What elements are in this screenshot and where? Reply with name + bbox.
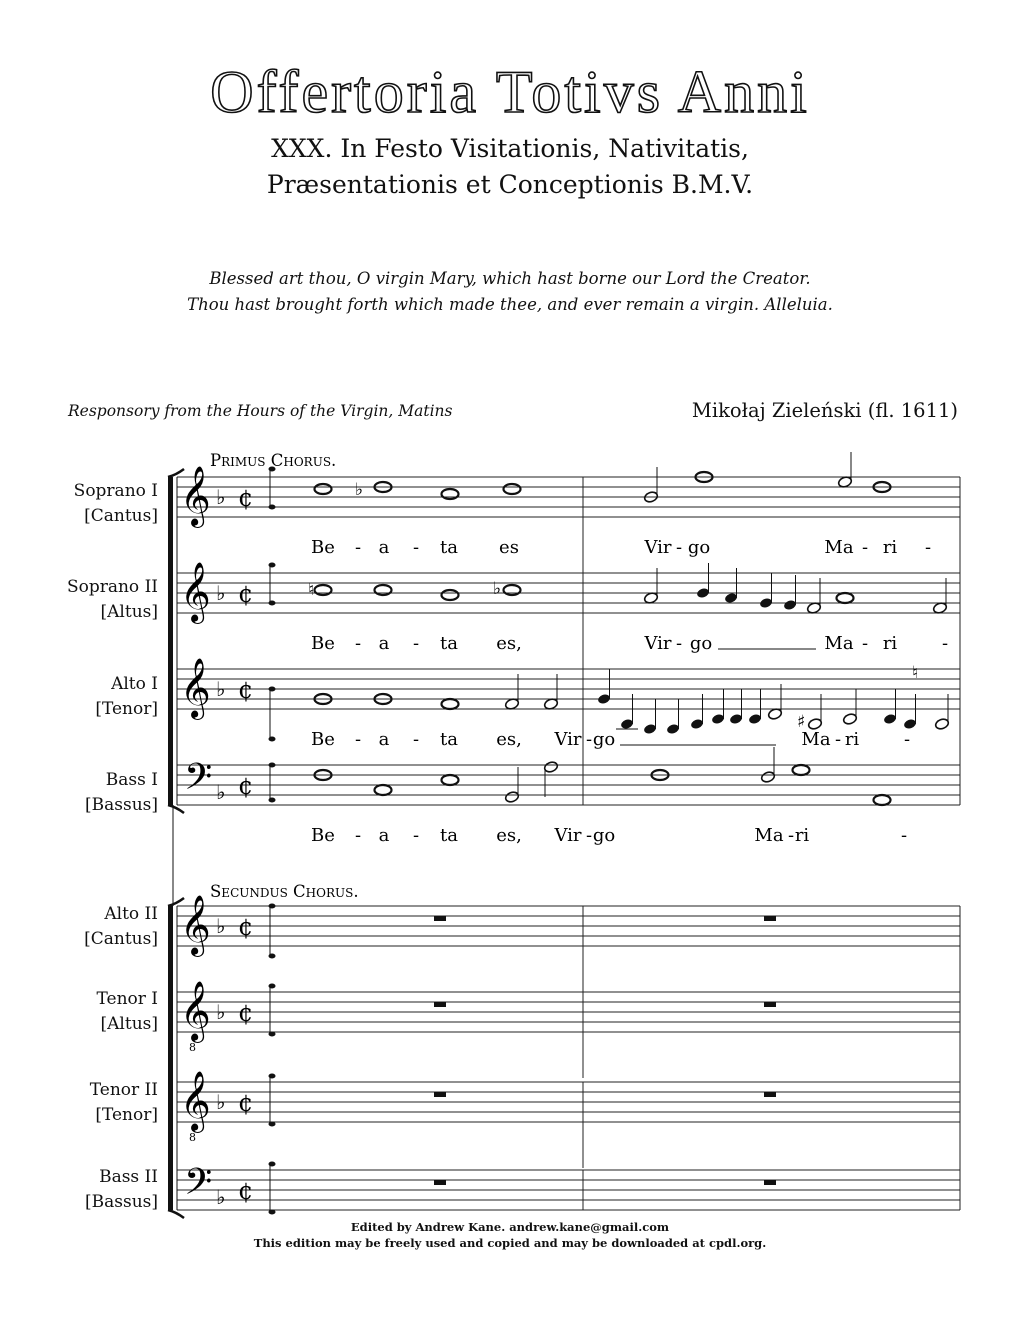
flat-key-signature: ♭ bbox=[216, 780, 226, 804]
cut-time-signature: ¢ bbox=[238, 772, 254, 800]
chorus-1-label: Primus Chorus. bbox=[210, 451, 337, 470]
voice-latin-name: [Cantus] bbox=[84, 506, 158, 526]
whole-note bbox=[442, 590, 459, 600]
whole-rest bbox=[764, 1092, 776, 1097]
lyric-syllable: - bbox=[861, 537, 869, 558]
treble-clef: 𝄞 bbox=[180, 895, 211, 955]
lyric-syllable: Ma bbox=[754, 825, 784, 846]
accidental: ♮ bbox=[308, 580, 315, 600]
half-note bbox=[543, 761, 558, 774]
bracket bbox=[168, 906, 173, 1210]
lyric-syllable: - bbox=[924, 537, 932, 558]
text-source: Responsory from the Hours of the Virgin, Matins bbox=[68, 402, 453, 420]
flat-key-signature: ♭ bbox=[216, 1000, 226, 1024]
voice-name: Soprano II bbox=[66, 577, 158, 597]
accidental: ♭ bbox=[355, 480, 364, 500]
lyric-syllable: es, bbox=[496, 729, 522, 750]
lyric-syllable: a bbox=[378, 633, 390, 654]
treble-clef: 𝄞 bbox=[180, 1071, 211, 1131]
quarter-note bbox=[597, 693, 611, 705]
subtitle-line-2: Præsentationis et Conceptionis B.M.V. bbox=[266, 170, 754, 199]
incipit-note bbox=[269, 1032, 276, 1037]
chorus-2-label: Secundus Chorus. bbox=[210, 882, 359, 901]
voice-latin-name: [Tenor] bbox=[95, 1105, 158, 1125]
voice-latin-name: [Cantus] bbox=[84, 929, 158, 949]
incipit-note bbox=[269, 1210, 276, 1215]
quarter-note bbox=[724, 592, 738, 604]
whole-rest bbox=[764, 1002, 776, 1007]
composer: Mikołaj Zieleński (fl. 1611) bbox=[691, 399, 958, 422]
cut-time-signature: ¢ bbox=[238, 1089, 254, 1117]
bracket bbox=[168, 477, 173, 805]
voice-latin-name: [Bassus] bbox=[84, 1192, 158, 1212]
voice-name: Bass I bbox=[105, 770, 158, 790]
flat-key-signature: ♭ bbox=[216, 581, 226, 605]
flat-key-signature: ♭ bbox=[216, 1185, 226, 1209]
whole-rest bbox=[434, 1180, 446, 1185]
octave-mark: 8 bbox=[189, 1131, 196, 1144]
cut-time-signature: ¢ bbox=[238, 999, 254, 1027]
whole-note bbox=[793, 765, 810, 775]
lyric-syllable: - bbox=[941, 633, 949, 654]
lyric-syllable: go bbox=[687, 537, 711, 558]
lyric-syllable: Ma bbox=[801, 729, 831, 750]
incipit-note bbox=[269, 687, 276, 692]
voice-name: Tenor II bbox=[89, 1080, 158, 1100]
lyric-syllable: Be bbox=[311, 729, 335, 750]
lyric-syllable: ri bbox=[882, 537, 898, 558]
clefs bbox=[180, 466, 253, 1212]
cut-time-signature: ¢ bbox=[238, 676, 254, 704]
lyric-syllable: - bbox=[585, 729, 593, 750]
flat-key-signature: ♭ bbox=[216, 677, 226, 701]
cut-time-signature: ¢ bbox=[238, 1177, 254, 1205]
lyric-syllable: ta bbox=[440, 537, 458, 558]
incipit-note bbox=[269, 954, 276, 959]
quarter-note bbox=[643, 723, 657, 735]
lyric-syllable: go bbox=[592, 729, 616, 750]
voice-latin-name: [Altus] bbox=[100, 1014, 158, 1034]
lyric-syllable: a bbox=[378, 729, 390, 750]
lyric-syllable: ri bbox=[882, 633, 898, 654]
voice-name: Alto I bbox=[111, 674, 158, 694]
lyric-syllable: - bbox=[675, 633, 683, 654]
lyric-syllable: - bbox=[354, 633, 362, 654]
lyric-syllable: ta bbox=[440, 729, 458, 750]
half-note bbox=[842, 713, 857, 726]
accidental: ♭ bbox=[493, 579, 502, 599]
accidental: ♯ bbox=[797, 712, 806, 732]
flat-key-signature: ♭ bbox=[216, 914, 226, 938]
lyric-syllable: Ma bbox=[824, 633, 854, 654]
incipit-note bbox=[269, 1074, 276, 1079]
quarter-note bbox=[696, 587, 710, 599]
bass-clef: 𝄢 bbox=[184, 1161, 213, 1212]
lyric-syllable: - bbox=[900, 825, 908, 846]
translation-line-2: Thou hast brought forth which made thee, and ever remain a virgin. Alleluia. bbox=[187, 295, 833, 314]
accidental: ♮ bbox=[912, 663, 919, 683]
voice-latin-name: [Bassus] bbox=[84, 795, 158, 815]
lyric-syllable: - bbox=[675, 537, 683, 558]
bracket-hook bbox=[168, 805, 184, 813]
lyric-syllable: es, bbox=[496, 825, 522, 846]
lyric-syllable: - bbox=[354, 825, 362, 846]
cut-time-signature: ¢ bbox=[238, 580, 254, 608]
lyric-syllable: ri bbox=[844, 729, 860, 750]
quarter-note bbox=[783, 599, 797, 611]
whole-rest bbox=[764, 916, 776, 921]
cut-time-signature: ¢ bbox=[238, 484, 254, 512]
lyric-syllable: es bbox=[499, 537, 519, 558]
voice-name: Tenor I bbox=[96, 989, 158, 1009]
page-title: Offertoria Totivs Anni bbox=[210, 59, 810, 125]
incipit-note bbox=[269, 798, 276, 803]
voice-latin-name: [Altus] bbox=[100, 602, 158, 622]
whole-note bbox=[315, 484, 332, 494]
lyric-syllable: - bbox=[354, 537, 362, 558]
lyric-syllable: go bbox=[592, 825, 616, 846]
treble-clef: 𝄞 bbox=[180, 562, 211, 622]
lyric-syllable: Be bbox=[311, 825, 335, 846]
lyric-syllable: Be bbox=[311, 633, 335, 654]
quarter-note bbox=[666, 723, 680, 735]
lyric-syllable: a bbox=[378, 825, 390, 846]
quarter-note bbox=[620, 718, 634, 730]
quarter-note bbox=[748, 713, 762, 725]
incipit-note bbox=[269, 1122, 276, 1127]
whole-rest bbox=[434, 1092, 446, 1097]
whole-note bbox=[837, 593, 854, 603]
cut-time-signature: ¢ bbox=[238, 913, 254, 941]
lyric-syllable: ta bbox=[440, 633, 458, 654]
voice-latin-name: [Tenor] bbox=[95, 699, 158, 719]
subtitle-line-1: XXX. In Festo Visitationis, Nativitatis, bbox=[271, 134, 749, 163]
whole-note bbox=[874, 795, 891, 805]
quarter-note bbox=[759, 597, 773, 609]
lyric-syllable: ri bbox=[794, 825, 810, 846]
lyric-syllable: Vir bbox=[554, 825, 582, 846]
whole-note bbox=[442, 775, 459, 785]
whole-rest bbox=[434, 916, 446, 921]
quarter-note bbox=[711, 713, 725, 725]
whole-note bbox=[442, 699, 459, 709]
lyric-syllable: - bbox=[412, 825, 420, 846]
lyric-syllable: - bbox=[412, 729, 420, 750]
treble-clef: 𝄞 bbox=[180, 981, 211, 1041]
treble-clef: 𝄞 bbox=[180, 658, 211, 718]
footer-license: This edition may be freely used and copied and may be downloaded at cpdl.org. bbox=[253, 1236, 767, 1250]
quarter-note bbox=[690, 718, 704, 730]
bass-clef: 𝄢 bbox=[184, 756, 213, 807]
lyric-syllable: Be bbox=[311, 537, 335, 558]
lyric-syllable: Vir bbox=[644, 537, 672, 558]
lyric-syllable: ta bbox=[440, 825, 458, 846]
incipit-note bbox=[269, 763, 276, 768]
voice-name: Soprano I bbox=[73, 481, 158, 501]
quarter-note bbox=[883, 713, 897, 725]
incipit-note bbox=[269, 563, 276, 568]
whole-note bbox=[504, 484, 521, 494]
incipit-note bbox=[269, 601, 276, 606]
whole-note bbox=[375, 785, 392, 795]
half-note bbox=[934, 718, 949, 731]
flat-key-signature: ♭ bbox=[216, 1090, 226, 1114]
incipit-note bbox=[269, 505, 276, 510]
incipit-note bbox=[269, 1162, 276, 1167]
incipit-note bbox=[269, 984, 276, 989]
lyric-syllable: Vir bbox=[644, 633, 672, 654]
treble-clef: 𝄞 bbox=[180, 466, 211, 526]
lyric-syllable: - bbox=[585, 825, 593, 846]
lyric-syllable: es, bbox=[496, 633, 522, 654]
lyric-syllable: Vir bbox=[554, 729, 582, 750]
footer-editor-credit: Edited by Andrew Kane. andrew.kane@gmail.com bbox=[350, 1220, 670, 1234]
voice-name: Bass II bbox=[99, 1167, 158, 1187]
lyric-syllable: - bbox=[412, 633, 420, 654]
flat-key-signature: ♭ bbox=[216, 485, 226, 509]
lyric-syllable: - bbox=[787, 825, 795, 846]
lyric-syllable: - bbox=[354, 729, 362, 750]
voice-name: Alto II bbox=[104, 904, 158, 924]
quarter-note bbox=[729, 713, 743, 725]
half-note bbox=[504, 791, 519, 804]
octave-mark: 8 bbox=[189, 1041, 196, 1054]
bracket-hook bbox=[168, 1210, 184, 1218]
whole-rest bbox=[764, 1180, 776, 1185]
lyric-syllable: - bbox=[412, 537, 420, 558]
lyric-syllable: Ma bbox=[824, 537, 854, 558]
whole-rest bbox=[434, 1002, 446, 1007]
lyric-syllable: go bbox=[689, 633, 713, 654]
lyric-syllable: - bbox=[834, 729, 842, 750]
incipit-note bbox=[269, 904, 276, 909]
incipit-note bbox=[269, 737, 276, 742]
lyric-syllable: - bbox=[861, 633, 869, 654]
half-note bbox=[760, 771, 775, 784]
lyric-syllable: a bbox=[378, 537, 390, 558]
lyric-syllable: - bbox=[903, 729, 911, 750]
translation-line-1: Blessed art thou, O virgin Mary, which hast borne our Lord the Creator. bbox=[209, 269, 811, 288]
